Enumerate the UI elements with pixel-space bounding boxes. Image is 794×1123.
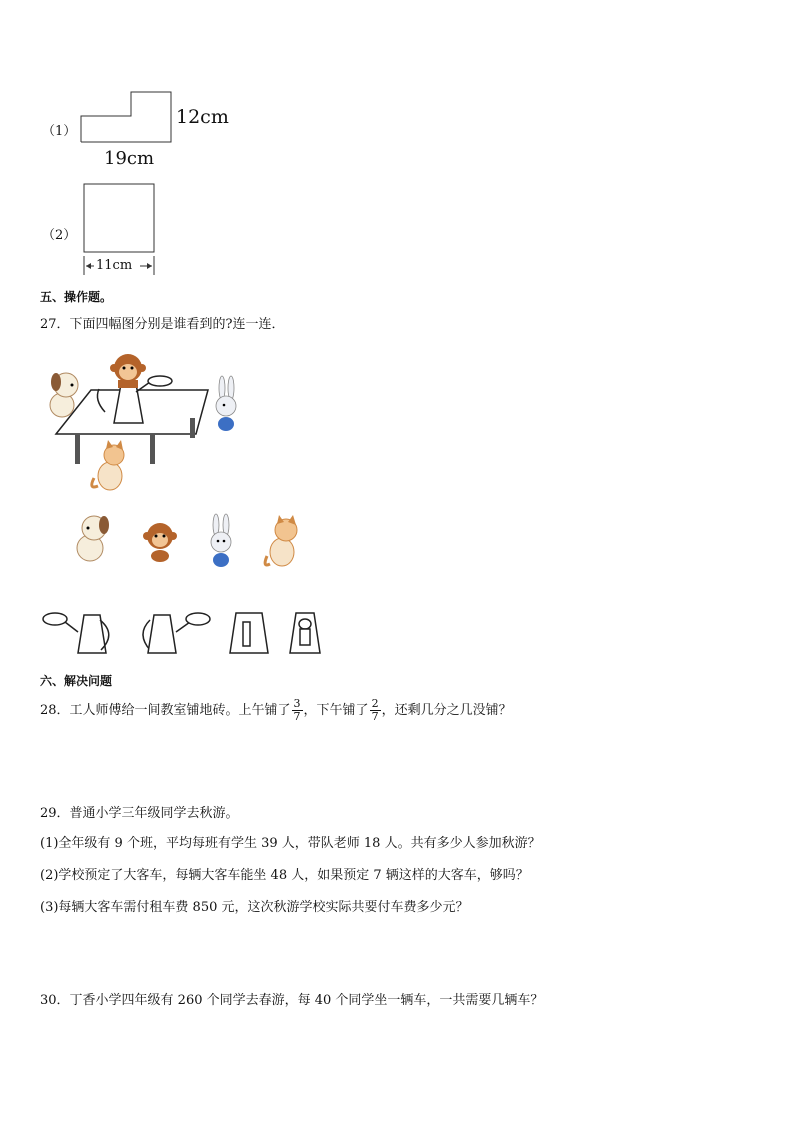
side-view-left [43, 613, 109, 653]
q28-part2: ，下午铺了 [303, 703, 369, 718]
q29-intro: 29．普通小学三年级同学去秋游。 [40, 806, 239, 821]
figure1-label: （1） [42, 124, 77, 139]
figure1-width-dim: 19cm [104, 148, 155, 169]
rabbit-icon [211, 514, 231, 567]
q28-fraction-1: $\frac{3}{7}$ [293, 697, 301, 723]
side-view-right [143, 613, 210, 653]
q29-sub3: (3)每辆大客车需付租车费 850 元，这次秋游学校实际共要付车费多少元？ [40, 900, 469, 915]
q28-text [40, 696, 512, 726]
figure2-label: （2） [42, 228, 77, 243]
front-view [230, 613, 268, 653]
scene-dog-icon [50, 373, 78, 417]
q28-part1: 28．工人师傅给一间教室铺地砖。上午铺了 [40, 703, 291, 718]
cat-icon [265, 515, 297, 566]
scene-cat-icon [92, 440, 124, 490]
q29-sub1: (1)全年级有 9 个班，平均每班有学生 39 人，带队老师 18 人。共有多少人参加秋游？ [40, 836, 541, 851]
monkey-icon [143, 523, 177, 562]
figure1-height-dim: 12cm [176, 106, 229, 128]
q28-part3: ，还剩几分之几没铺？ [381, 703, 512, 718]
scene-monkey-icon [110, 354, 146, 388]
figure2-width-dim: 11cm [96, 258, 133, 273]
section6-heading: 六、解决问题 [40, 674, 113, 688]
dog-icon [77, 516, 109, 561]
q29-sub2: (2)学校预定了大客车，每辆大客车能坐 48 人，如果预定 7 辆这样的大客车，够吗？ [40, 868, 529, 883]
section5-heading: 五、操作题。 [40, 290, 113, 304]
q27-text: 27．下面四幅图分别是谁看到的?连一连． [40, 317, 285, 332]
q30-text: 30．丁香小学四年级有 260 个同学去春游，每 40 个同学坐一辆车，一共需要几辆车？ [40, 993, 544, 1008]
scene-rabbit-icon [216, 376, 236, 431]
q28-fraction-2: $\frac{2}{7}$ [371, 697, 379, 723]
back-view [290, 613, 320, 653]
